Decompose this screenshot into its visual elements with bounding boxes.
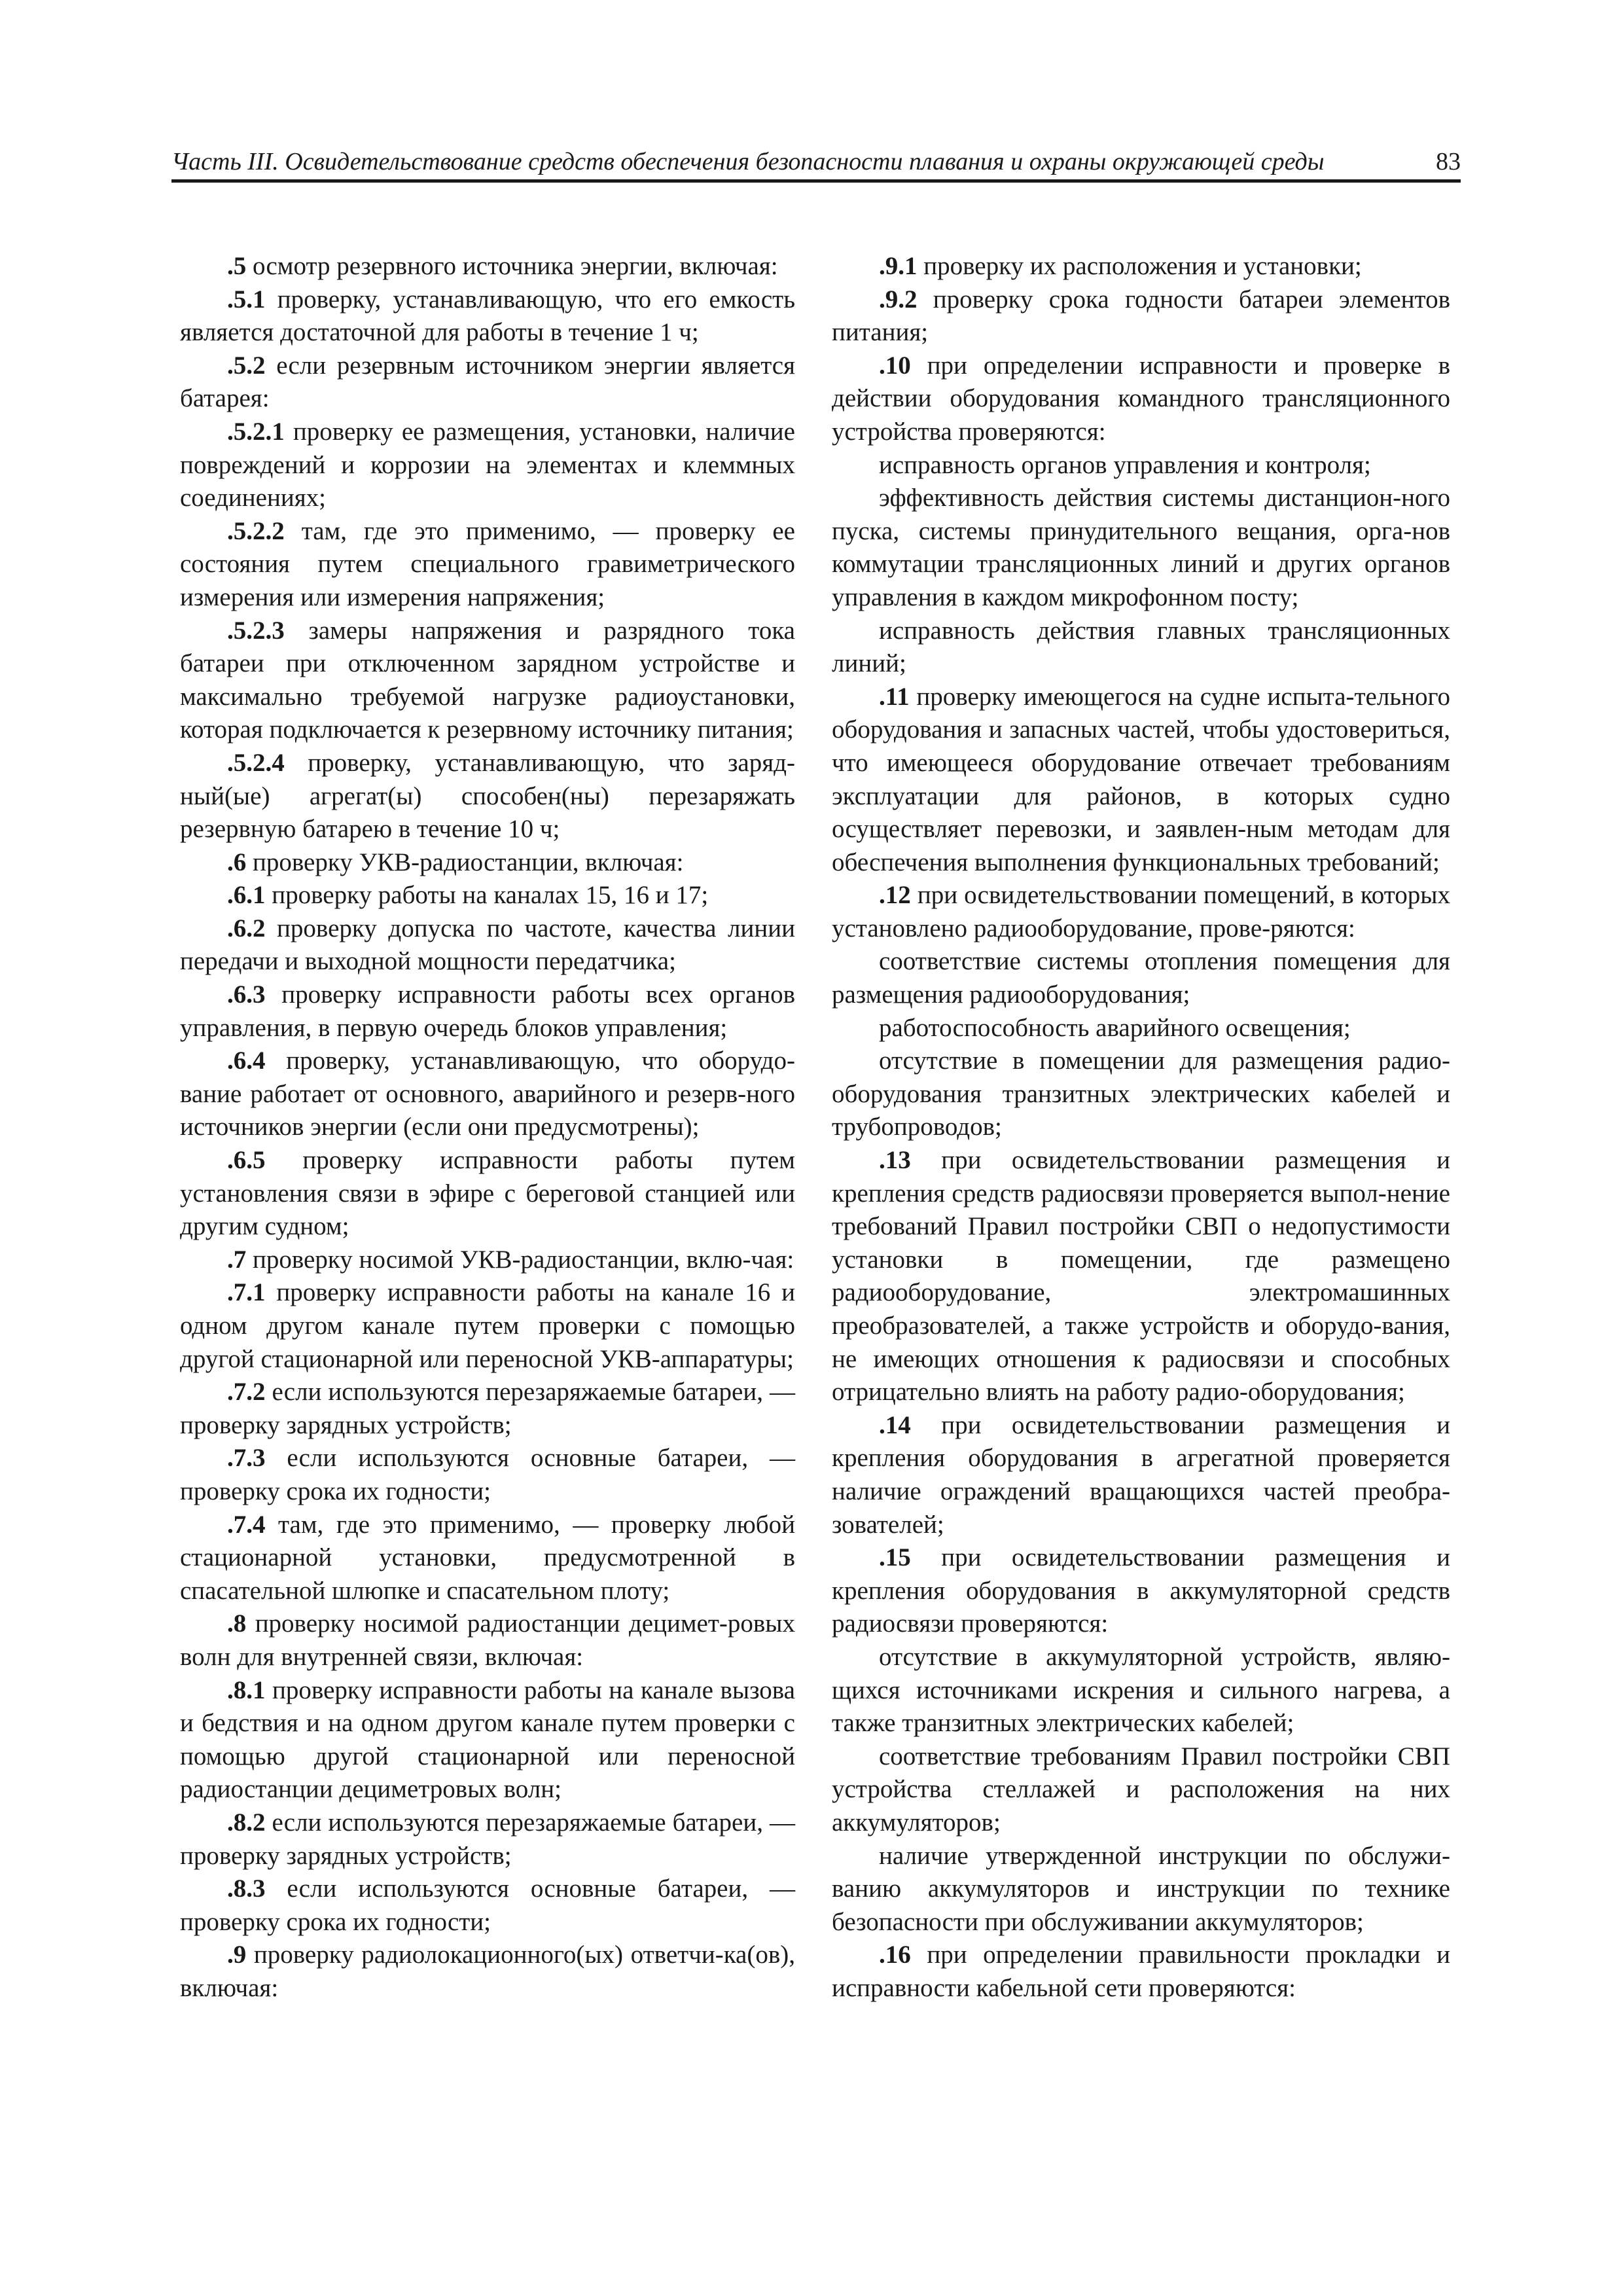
- paragraph: [180, 1806, 795, 1873]
- clause-text: при освидетельствовании размещения и крепления средств радиосвязи проверяется выпол-нение требований Правил постройки СВП о недопустимости установки в помещении, где размещено радиооборудование, электромашинных преобразователей, а также устройств и оборудо-вания, не имеющих отношения к радиосвязи и способных отрицательно влиять на работу радио-оборудования;: [832, 1146, 1450, 1407]
- paragraph: [832, 250, 1450, 283]
- clause-number: .5.2: [227, 351, 266, 380]
- clause-text: проверку работы на каналах 15, 16 и 17;: [265, 881, 709, 910]
- left-column: [180, 250, 795, 2005]
- clause-number: .16: [879, 1941, 911, 1969]
- clause-text: проверку носимой УКВ-радиостанции, вклю-чая:: [246, 1245, 794, 1274]
- clause-number: .5.1: [227, 285, 266, 314]
- clause-number: .9.1: [879, 252, 918, 280]
- clause-text: отсутствие в аккумуляторной устройств, являю-щихся источниками искрения и сильного нагрева, а также транзитных электрических кабелей;: [832, 1642, 1450, 1738]
- paragraph: [832, 449, 1450, 482]
- clause-number: .7.1: [227, 1278, 266, 1307]
- clause-text: соответствие требованиям Правил постройки СВП устройства стеллажей и расположения на них аккумуляторов;: [832, 1742, 1450, 1837]
- clause-number: .9: [227, 1941, 247, 1969]
- clause-number: .8.2: [227, 1808, 266, 1837]
- clause-number: .6.1: [227, 881, 266, 910]
- paragraph: [180, 1674, 795, 1806]
- clause-text: при освидетельствовании размещения и крепления оборудования в аккумуляторной средств радиосвязи проверяются:: [832, 1543, 1450, 1638]
- clause-number: .6.2: [227, 914, 266, 942]
- paragraph: [832, 1641, 1450, 1740]
- clause-text: там, где это применимо, — проверку любой стационарной установки, предусмотренной в спасательной шлюпке и спасательном плоту;: [180, 1510, 795, 1605]
- paragraph: [180, 1244, 795, 1277]
- clause-text: если резервным источником энергии является батарея:: [180, 351, 795, 413]
- clause-text: при определении правильности прокладки и исправности кабельной сети проверяются:: [832, 1941, 1450, 2002]
- clause-number: .9.2: [879, 285, 918, 314]
- clause-text: если используются перезаряжаемые батареи, — проверку зарядных устройств;: [180, 1808, 795, 1870]
- paragraph: [832, 283, 1450, 350]
- clause-text: если используются основные батареи, — проверку срока их годности;: [180, 1874, 795, 1936]
- clause-number: .10: [879, 351, 911, 380]
- clause-number: .5.2.3: [227, 616, 285, 645]
- clause-number: .6: [227, 848, 247, 876]
- paragraph: [180, 416, 795, 515]
- clause-text: там, где это применимо, — проверку ее состояния путем специального гравиметрического измерения или измерения напряжения;: [180, 516, 795, 611]
- clause-text: проверку срока годности батареи элементов питания;: [832, 285, 1450, 347]
- paragraph: [832, 1541, 1450, 1641]
- paragraph: [180, 978, 795, 1045]
- header-title: Часть III. Освидетельствование средств обеспечения безопасности плавания и охраны окружающей среды: [171, 148, 1325, 175]
- clause-text: проверку допуска по частоте, качества линии передачи и выходной мощности передатчика;: [180, 914, 795, 976]
- right-column: [832, 250, 1450, 2005]
- clause-number: .5.2.1: [227, 417, 285, 446]
- paragraph: [832, 879, 1450, 945]
- clause-text: проверку носимой радиостанции децимет-ровых волн для внутренней связи, включая:: [180, 1609, 795, 1671]
- clause-text: проверку, устанавливающую, что его емкость является достаточной для работы в течение 1 ч;: [180, 285, 795, 347]
- clause-text: работоспособность аварийного освещения;: [879, 1013, 1351, 1042]
- clause-text: проверку исправности работы всех органов управления, в первую очередь блоков управления;: [180, 980, 795, 1042]
- paragraph: [832, 350, 1450, 449]
- paragraph: [180, 747, 795, 846]
- paragraph: [180, 250, 795, 283]
- clause-number: .14: [879, 1410, 911, 1439]
- clause-text: проверку их расположения и установки;: [917, 252, 1362, 280]
- paragraph: [180, 1276, 795, 1376]
- paragraph: [180, 1045, 795, 1144]
- running-header: [171, 145, 1461, 182]
- paragraph: [832, 1840, 1450, 1939]
- clause-text: проверку, устанавливающую, что заряд-ный(ые) агрегат(ы) способен(ны) перезаряжать резервную батарею в течение 10 ч;: [180, 748, 795, 844]
- paragraph: [832, 681, 1450, 880]
- clause-text: проверку имеющегося на судне испыта-тельного оборудования и запасных частей, чтобы удостовериться, что имеющееся оборудование отвечает требованиям эксплуатации для районов, в которых судно осуществляет перевозки, и заявлен-ным методам для обеспечения выполнения функциональных требований;: [832, 682, 1450, 876]
- paragraph: [180, 1607, 795, 1674]
- clause-text: проверку УКВ-радиостанции, включая:: [246, 848, 684, 876]
- paragraph: [180, 1144, 795, 1244]
- clause-number: .7.3: [227, 1444, 266, 1473]
- paragraph: [180, 1939, 795, 2005]
- paragraph: [180, 283, 795, 350]
- clause-number: .11: [879, 682, 910, 711]
- paragraph: [832, 1939, 1450, 2005]
- paragraph: [832, 1409, 1450, 1541]
- paragraph: [832, 482, 1450, 614]
- clause-number: .7.2: [227, 1378, 266, 1407]
- clause-number: .6.3: [227, 980, 266, 1009]
- clause-text: проверку, устанавливающую, что оборудо-вание работает от основного, аварийного и резерв-ного источников энергии (если они предусмотрены);: [180, 1047, 795, 1141]
- clause-number: .12: [879, 881, 911, 910]
- paragraph: [180, 350, 795, 416]
- clause-number: .6.5: [227, 1146, 266, 1175]
- clause-number: .8.1: [227, 1676, 266, 1704]
- clause-text: если используются основные батареи, — проверку срока их годности;: [180, 1444, 795, 1505]
- clause-text: отсутствие в помещении для размещения радио-оборудования транзитных электрических кабелей и трубопроводов;: [832, 1047, 1450, 1141]
- paragraph: [832, 1144, 1450, 1409]
- page-number: 83: [1436, 148, 1461, 175]
- clause-text: проверку ее размещения, установки, наличие повреждений и коррозии на элементах и клеммных соединениях;: [180, 417, 795, 512]
- clause-number: .13: [879, 1146, 911, 1175]
- paragraph: [832, 1740, 1450, 1840]
- clause-text: замеры напряжения и разрядного тока батареи при отключенном зарядном устройстве и максимально требуемой нагрузке радиоустановки, которая подключается к резервному источнику питания;: [180, 616, 795, 744]
- clause-number: .7.4: [227, 1510, 266, 1539]
- clause-number: .5.2.2: [227, 516, 285, 545]
- paragraph: [180, 515, 795, 615]
- clause-text: осмотр резервного источника энергии, включая:: [246, 252, 778, 280]
- clause-text: проверку исправности работы на канале 16 и одном другом канале путем проверки с помощью другой стационарной или переносной УКВ-аппаратуры;: [180, 1278, 795, 1373]
- clause-text: соответствие системы отопления помещения для размещения радиооборудования;: [832, 947, 1450, 1009]
- clause-text: при определении исправности и проверке в действии оборудования командного трансляционного устройства проверяются:: [832, 351, 1450, 446]
- clause-text: при освидетельствовании размещения и крепления оборудования в агрегатной проверяется наличие ограждений вращающихся частей преобра-зователей;: [832, 1410, 1450, 1539]
- clause-number: .5.2.4: [227, 748, 285, 777]
- paragraph: [180, 1873, 795, 1939]
- clause-text: при освидетельствовании помещений, в которых установлено радиооборудование, прове-ряются:: [832, 881, 1450, 942]
- clause-text: проверку исправности работы путем установления связи в эфире с береговой станцией или другим судном;: [180, 1146, 795, 1241]
- paragraph: [832, 945, 1450, 1011]
- paragraph: [832, 1012, 1450, 1045]
- paragraph: [180, 846, 795, 880]
- paragraph: [180, 879, 795, 912]
- clause-text: наличие утвержденной инструкции по обслужи-ванию аккумуляторов и инструкции по технике безопасности при обслуживании аккумуляторов;: [832, 1841, 1450, 1936]
- paragraph: [832, 615, 1450, 681]
- clause-number: .15: [879, 1543, 911, 1572]
- clause-text: исправность органов управления и контроля;: [879, 450, 1371, 479]
- clause-text: исправность действия главных трансляционных линий;: [832, 616, 1450, 678]
- clause-text: если используются перезаряжаемые батареи, — проверку зарядных устройств;: [180, 1378, 795, 1439]
- clause-text: эффективность действия системы дистанцион-ного пуска, системы принудительного вещания, орга-нов коммутации трансляционных линий и других органов управления в каждом микрофонном посту;: [832, 484, 1450, 611]
- clause-number: .5: [227, 252, 247, 280]
- paragraph: [180, 1442, 795, 1508]
- clause-text: проверку исправности работы на канале вызова и бедствия и на одном другом канале путем проверки с помощью другой стационарной или переносной радиостанции дециметровых волн;: [180, 1676, 795, 1804]
- clause-number: .7: [227, 1245, 247, 1274]
- paragraph: [180, 1376, 795, 1442]
- paragraph: [180, 912, 795, 978]
- paragraph: [832, 1045, 1450, 1144]
- clause-number: .8.3: [227, 1874, 266, 1903]
- clause-text: проверку радиолокационного(ых) ответчи-ка(ов), включая:: [180, 1941, 795, 2002]
- paragraph: [180, 615, 795, 747]
- clause-number: .8: [227, 1609, 247, 1638]
- header-rule: [171, 179, 1461, 183]
- clause-number: .6.4: [227, 1047, 266, 1075]
- paragraph: [180, 1509, 795, 1608]
